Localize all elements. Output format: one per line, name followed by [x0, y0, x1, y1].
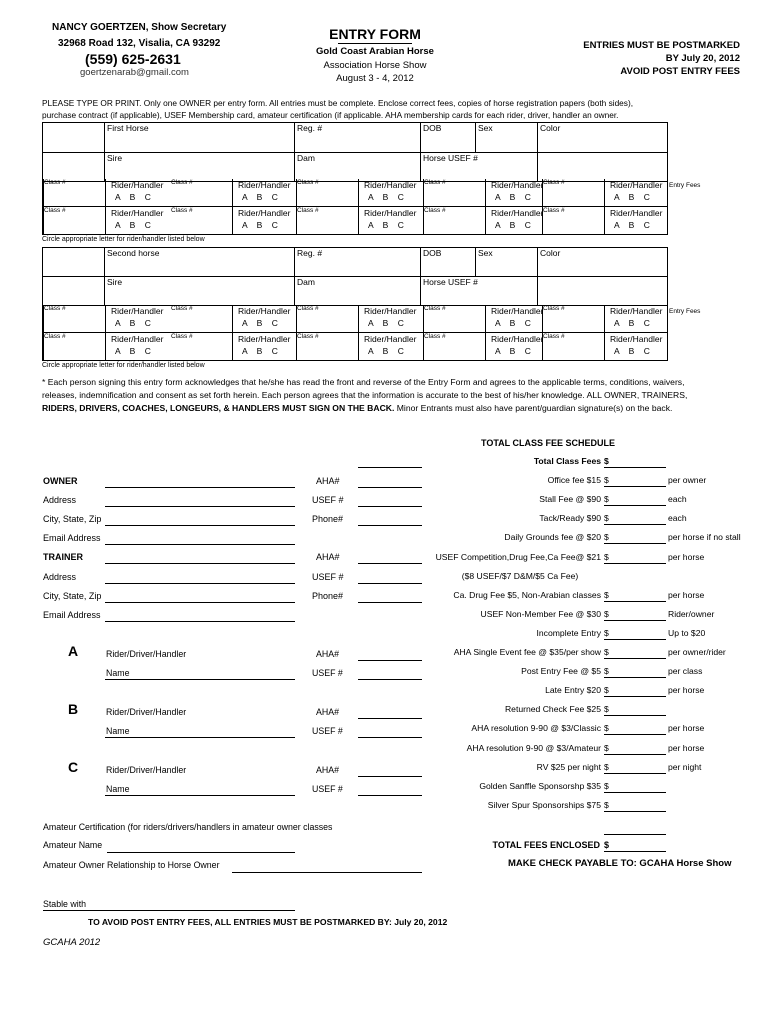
fee-label: Total Class Fees: [533, 456, 601, 466]
grid-divider: [43, 207, 44, 234]
fee-dollar-sign: $: [604, 551, 609, 562]
fee-amount-line[interactable]: [604, 792, 666, 793]
owner-label: OWNER: [43, 476, 78, 486]
fee-note: per horse if no stall: [668, 532, 741, 543]
horse2-rider-letter-choice[interactable]: A B C: [242, 318, 278, 328]
fee-label: Office fee $15: [547, 475, 601, 486]
grid-divider: [105, 333, 106, 360]
amateur-relationship-line[interactable]: [232, 872, 422, 873]
fee-dollar-sign: $: [604, 666, 609, 677]
fee-label: Late Entry $20: [545, 685, 601, 696]
horse2-rider-letter-choice[interactable]: A B C: [368, 318, 404, 328]
horse1-rider-handler-label: Rider/Handler: [111, 180, 164, 190]
fee-dollar-sign: $: [604, 647, 609, 657]
horse1-sex-field[interactable]: Sex: [476, 123, 538, 153]
horse2-class-number-field[interactable]: Class #: [171, 305, 193, 312]
horse2-rider-handler-label: Rider/Handler: [610, 306, 663, 316]
horse1-class-number-field[interactable]: Class #: [171, 179, 193, 186]
owner-email-label: Email Address: [43, 533, 101, 543]
fee-dollar-sign: $: [604, 513, 609, 524]
horse1-rider-letter-choice[interactable]: A B C: [614, 192, 650, 202]
fee-label: USEF Competition,Drug Fee,Ca Fee@ $21: [435, 551, 601, 562]
postmark-line-3: AVOID POST ENTRY FEES: [620, 66, 740, 77]
rider-b-rdh-label: Rider/Driver/Handler: [106, 707, 187, 717]
fee-dollar-sign: $: [604, 627, 609, 638]
horse1-rider-handler-label: Rider/Handler: [238, 180, 291, 190]
grid-divider: [232, 333, 233, 360]
rider-b-aha-line[interactable]: [358, 718, 422, 719]
fee-label: USEF Non-Member Fee @ $30: [480, 608, 601, 619]
rider-c-aha-label: AHA#: [316, 765, 339, 775]
ack-line-3-bold: RIDERS, DRIVERS, COACHES, LONGEURS, & HANDLERS MUST SIGN ON THE BACK.: [42, 403, 395, 413]
owner-phone-line[interactable]: [358, 525, 422, 526]
horse1-class-row: [42, 179, 701, 207]
postmark-line-2: BY July 20, 2012: [665, 53, 740, 64]
trainer-address-line[interactable]: [105, 583, 295, 584]
horse1-rider-handler-label: Rider/Handler: [491, 180, 544, 190]
grid-divider: [485, 305, 486, 332]
horse1-usef-field[interactable]: Horse USEF #: [421, 153, 538, 182]
grid-divider: [358, 333, 359, 360]
rider-a-usef-label: USEF #: [312, 668, 343, 678]
show-dates: August 3 - 4, 2012: [336, 73, 414, 84]
secretary-phone: (559) 625-2631: [85, 51, 181, 67]
horse1-sire-field[interactable]: Sire: [105, 153, 295, 182]
amateur-cert-label: Amateur Certification (for riders/drivers/handlers in amateur owner classes: [43, 822, 333, 832]
fee-note: per horse: [668, 742, 705, 753]
fee-label: Returned Check Fee $25: [504, 704, 601, 715]
trainer-aha-line[interactable]: [358, 563, 422, 564]
horse2-sire-field[interactable]: Sire: [105, 277, 295, 306]
fee-amount-line[interactable]: [604, 734, 666, 735]
owner-email-line[interactable]: [105, 544, 295, 545]
amateur-name-line[interactable]: [107, 852, 295, 853]
horse2-rider-letter-choice[interactable]: A B C: [115, 318, 151, 328]
secretary-email[interactable]: goertzenarab@gmail.com: [80, 67, 189, 78]
title-underline: [338, 43, 412, 44]
fee-amount-line[interactable]: [604, 658, 666, 659]
trainer-phone-label: Phone#: [312, 591, 344, 601]
rider-b-name-label: Name: [106, 726, 130, 736]
horse1-rider-handler-label: Rider/Handler: [238, 208, 291, 218]
fee-amount-line[interactable]: [604, 467, 666, 468]
horse1-reg-field[interactable]: Reg. #: [295, 123, 421, 153]
fee-note: per horse: [668, 685, 705, 696]
horse2-info-table: [42, 247, 668, 306]
fee-amount-line[interactable]: [604, 677, 666, 678]
grid-divider: [232, 179, 233, 206]
horse1-class-number-field[interactable]: Class #: [44, 179, 66, 186]
instructions-line-1: PLEASE TYPE OR PRINT. Only one OWNER per entry form. All entries must be complete. Enclose correct fees, copies of horse registration papers (both sides),: [42, 98, 634, 108]
fee-amount-line[interactable]: [604, 601, 666, 602]
fee-amount-line[interactable]: [604, 696, 666, 697]
horse2-name-field[interactable]: Second horse: [105, 248, 295, 277]
rider-a-usef-line[interactable]: [358, 679, 422, 680]
horse1-rider-handler-label: Rider/Handler: [111, 208, 164, 218]
fee-dollar-sign: $: [604, 723, 609, 734]
fee-dollar-sign: $: [604, 589, 609, 600]
fee-label: Stall Fee @ $90: [539, 494, 601, 505]
rider-c-name-line[interactable]: [105, 795, 295, 796]
horse1-rider-handler-label: Rider/Handler: [610, 180, 663, 190]
form-title: ENTRY FORM: [329, 26, 421, 42]
payable-note: MAKE CHECK PAYABLE TO: GCAHA Horse Show: [508, 858, 732, 869]
instructions-line-2: purchase contract (if applicable), USEF Membership card, amateur certification (if applicable. AHA membership cards for each rider, driver, handler an owner.: [42, 110, 619, 120]
fee-dollar-sign: $: [604, 608, 609, 619]
rider-a-aha-line[interactable]: [358, 660, 422, 661]
fee-dollar-sign: $: [604, 761, 609, 772]
horse1-rider-handler-label: Rider/Handler: [364, 180, 417, 190]
horse2-rider-handler-label: Rider/Handler: [111, 306, 164, 316]
horse2-rider-handler-label: Rider/Handler: [491, 334, 544, 344]
trainer-usef-label: USEF #: [312, 572, 344, 582]
grid-divider: [604, 305, 605, 332]
fee-note: Rider/owner: [668, 608, 715, 619]
fee-label: AHA resolution 9-90 @ $3/Classic: [471, 723, 601, 734]
total-fees-sign: $: [604, 840, 610, 850]
rider-c-name-label: Name: [106, 784, 130, 794]
horse2-class-row: [42, 333, 668, 361]
fee-amount-line[interactable]: [604, 811, 666, 812]
owner-phone-label: Phone#: [312, 514, 344, 524]
ack-line-3: [42, 403, 672, 413]
horse1-empty: [538, 153, 668, 182]
fee-note: per night: [668, 761, 702, 772]
fee-note: per horse: [668, 723, 705, 734]
horse2-reg-field[interactable]: Reg. #: [295, 248, 421, 277]
horse1-rider-letter-choice[interactable]: A B C: [614, 220, 650, 230]
fee-dollar-sign: $: [604, 475, 609, 486]
rider-c-usef-line[interactable]: [358, 795, 422, 796]
rider-c-letter: C: [68, 759, 79, 775]
grid-divider: [43, 333, 44, 360]
rider-b-usef-label: USEF #: [312, 726, 343, 736]
grid-divider: [43, 305, 44, 332]
horse1-info-table: [42, 122, 668, 182]
grid-divider: [485, 179, 486, 206]
horse2-class-number-field[interactable]: Class #: [424, 333, 446, 340]
fee-note: Up to $20: [668, 627, 706, 638]
horse2-rider-handler-label: Rider/Handler: [238, 334, 291, 344]
rider-c-usef-label: USEF #: [312, 784, 343, 794]
fee-label: Daily Grounds fee @ $20: [504, 532, 601, 543]
horse2-class-number-field[interactable]: Class #: [543, 333, 565, 340]
fee-dollar-sign: $: [604, 532, 609, 543]
horse2-dob-field[interactable]: DOB: [421, 248, 476, 277]
secretary-address: 32968 Road 132, Visalia, CA 93292: [58, 38, 221, 49]
trainer-aha-label: AHA#: [316, 552, 340, 562]
stable-label: Stable with: [43, 899, 87, 909]
ack-line-2: releases, indemnification and consent as set forth herein. Each person agrees that the information is accurate to the best of his/her knowledge. ALL OWNER, TRAINERS,: [42, 390, 688, 400]
rider-a-name-line[interactable]: [105, 679, 295, 680]
horse2-class-number-field[interactable]: Class #: [543, 305, 565, 312]
horse2-class-number-field[interactable]: Class #: [171, 333, 193, 340]
horse2-entry-fees-label: Entry Fees: [669, 308, 701, 315]
horse2-rider-letter-choice[interactable]: A B C: [614, 346, 650, 356]
horse1-rider-letter-choice[interactable]: A B C: [495, 220, 531, 230]
horse1-class-number-field[interactable]: Class #: [297, 179, 319, 186]
horse1-rider-handler-label: Rider/Handler: [610, 208, 663, 218]
show-name-1: Gold Coast Arabian Horse: [316, 46, 434, 57]
owner-aha-label: AHA#: [316, 476, 340, 486]
fee-amount-line[interactable]: [604, 486, 666, 487]
owner-city-line[interactable]: [105, 525, 295, 526]
owner-aha-line[interactable]: [358, 487, 422, 488]
horse1-spacer-2: [43, 153, 105, 182]
horse1-rider-letter-choice[interactable]: A B C: [495, 192, 531, 202]
horse1-dam-field[interactable]: Dam: [295, 153, 421, 182]
owner-aha-line-top[interactable]: [358, 467, 422, 468]
owner-address-label: Address: [43, 495, 77, 505]
horse2-class-row: [42, 305, 701, 333]
horse2-class-number-field[interactable]: Class #: [424, 305, 446, 312]
grid-divider: [43, 179, 44, 206]
horse2-rider-handler-label: Rider/Handler: [111, 334, 164, 344]
fee-note: per class: [668, 666, 703, 677]
secretary-name: NANCY GOERTZEN, Show Secretary: [52, 22, 227, 33]
horse2-rider-letter-choice[interactable]: A B C: [115, 346, 151, 356]
owner-usef-label: USEF #: [312, 495, 344, 505]
horse2-rider-letter-choice[interactable]: A B C: [614, 318, 650, 328]
grid-divider: [604, 179, 605, 206]
horse1-class-number-field[interactable]: Class #: [44, 207, 66, 214]
horse2-rider-handler-label: Rider/Handler: [364, 306, 417, 316]
grid-divider: [105, 179, 106, 206]
rider-a-letter: A: [68, 643, 79, 659]
horse2-rider-letter-choice[interactable]: A B C: [242, 346, 278, 356]
horse1-spacer: [43, 123, 105, 153]
fee-amount-line[interactable]: [604, 524, 666, 525]
horse2-rider-handler-label: Rider/Handler: [610, 334, 663, 344]
horse1-rider-letter-choice[interactable]: A B C: [242, 192, 278, 202]
horse2-rider-letter-choice[interactable]: A B C: [368, 346, 404, 356]
horse1-class-number-field[interactable]: Class #: [424, 179, 446, 186]
fee-amount-line[interactable]: [604, 563, 666, 564]
horse2-rider-handler-label: Rider/Handler: [491, 306, 544, 316]
show-name-2: Association Horse Show: [323, 60, 427, 71]
rider-b-name-line[interactable]: [105, 737, 295, 738]
footer-notice: TO AVOID POST ENTRY FEES, ALL ENTRIES MUST BE POSTMARKED BY: July 20, 2012: [88, 917, 448, 927]
fee-label: RV $25 per night: [536, 761, 601, 772]
owner-city-label: City, State, Zip: [43, 514, 102, 524]
trainer-city-line[interactable]: [105, 602, 295, 603]
horse1-class-number-field[interactable]: Class #: [171, 207, 193, 214]
fee-note: per horse: [668, 551, 705, 562]
total-fees-label: TOTAL FEES ENCLOSED: [492, 840, 600, 850]
grid-divider: [232, 207, 233, 234]
horse2-rider-letter-choice[interactable]: A B C: [495, 318, 531, 328]
horse2-dam-field[interactable]: Dam: [295, 277, 421, 306]
horse2-class-number-field[interactable]: Class #: [44, 333, 66, 340]
rider-c-rdh-label: Rider/Driver/Handler: [106, 765, 187, 775]
horse2-usef-field[interactable]: Horse USEF #: [421, 277, 538, 306]
fee-amount-line[interactable]: [604, 773, 666, 774]
ack-line-1: * Each person signing this entry form acknowledges that he/she has read the front and reverse of the Entry Form and agrees to the applicable terms, conditions, waivers,: [42, 377, 685, 387]
grid-divider: [485, 333, 486, 360]
grid-divider: [604, 333, 605, 360]
trainer-address-label: Address: [43, 572, 77, 582]
fee-dollar-sign: $: [604, 456, 609, 466]
fee-note: each: [668, 494, 687, 505]
grid-divider: [358, 179, 359, 206]
fee-dollar-sign: $: [604, 494, 609, 505]
rider-b-aha-label: AHA#: [316, 707, 339, 717]
fee-dollar-sign: $: [604, 685, 609, 696]
fee-label: Post Entry Fee @ $5: [521, 666, 601, 677]
horse1-rider-letter-choice[interactable]: A B C: [368, 192, 404, 202]
fee-label: AHA Single Event fee @ $35/per show: [453, 647, 601, 657]
horse2-circle-note: Circle appropriate letter for rider/handler listed below: [42, 362, 205, 369]
fee-note: per owner/rider: [668, 647, 726, 657]
fee-label: Golden Sanffle Sponsorshp $35: [479, 780, 601, 791]
horse1-name-field[interactable]: First Horse: [105, 123, 295, 153]
rider-c-aha-line[interactable]: [358, 776, 422, 777]
trainer-phone-line[interactable]: [358, 602, 422, 603]
fee-label: Ca. Drug Fee $5, Non-Arabian classes: [453, 589, 601, 600]
horse1-rider-letter-choice[interactable]: A B C: [115, 192, 151, 202]
ack-line-3-rest: Minor Entrants must also have parent/guardian signature(s) on the back.: [394, 403, 673, 413]
horse1-rider-handler-label: Rider/Handler: [491, 208, 544, 218]
grid-divider: [232, 305, 233, 332]
horse1-class-number-field[interactable]: Class #: [543, 179, 565, 186]
rider-b-letter: B: [68, 701, 79, 717]
horse1-class-number-field[interactable]: Class #: [424, 207, 446, 214]
grid-divider: [485, 207, 486, 234]
owner-address-line[interactable]: [105, 506, 295, 507]
fee-label: Tack/Ready $90: [539, 513, 601, 524]
fee-schedule-title: TOTAL CLASS FEE SCHEDULE: [481, 438, 616, 448]
total-top-line: [604, 834, 666, 835]
fee-dollar-sign: $: [604, 704, 609, 715]
fee-label: ($8 USEF/$7 D&M/$5 Ca Fee): [461, 570, 579, 581]
amateur-name-label: Amateur Name: [43, 840, 103, 850]
rider-b-usef-line[interactable]: [358, 737, 422, 738]
horse2-spacer: [43, 248, 105, 277]
grid-divider: [105, 305, 106, 332]
fee-label: AHA resolution 9-90 @ $3/Amateur: [466, 742, 601, 753]
fee-amount-line[interactable]: [604, 505, 666, 506]
grid-divider: [358, 207, 359, 234]
horse2-color-field[interactable]: Color: [538, 248, 668, 277]
fee-note: per owner: [668, 475, 707, 486]
horse2-class-number-field[interactable]: Class #: [297, 333, 319, 340]
horse2-rider-handler-label: Rider/Handler: [364, 334, 417, 344]
horse2-rider-letter-choice[interactable]: A B C: [495, 346, 531, 356]
horse2-empty: [538, 277, 668, 306]
postmark-line-1: ENTRIES MUST BE POSTMARKED: [583, 40, 740, 51]
owner-usef-line[interactable]: [358, 506, 422, 507]
footer-code: GCAHA 2012: [43, 937, 101, 948]
stable-line[interactable]: [43, 910, 295, 911]
fee-dollar-sign: $: [604, 780, 609, 791]
owner-line[interactable]: [105, 487, 295, 488]
trainer-line[interactable]: [105, 563, 295, 564]
fee-amount-line[interactable]: [604, 543, 666, 544]
fee-note: per horse: [668, 589, 705, 600]
rider-a-aha-label: AHA#: [316, 649, 339, 659]
rider-a-rdh-label: Rider/Driver/Handler: [106, 649, 187, 659]
rider-a-name-label: Name: [106, 668, 130, 678]
horse1-rider-letter-choice[interactable]: A B C: [115, 220, 151, 230]
horse2-class-number-field[interactable]: Class #: [297, 305, 319, 312]
fee-dollar-sign: $: [604, 742, 609, 753]
trainer-usef-line[interactable]: [358, 583, 422, 584]
fee-amount-line[interactable]: [604, 754, 666, 755]
total-fees-line[interactable]: [604, 851, 666, 852]
fee-dollar-sign: $: [604, 799, 609, 810]
horse1-rider-handler-label: Rider/Handler: [364, 208, 417, 218]
horse2-class-number-field[interactable]: Class #: [44, 305, 66, 312]
horse1-rider-letter-choice[interactable]: A B C: [242, 220, 278, 230]
fee-label: Silver Spur Sponsorships $75: [487, 799, 601, 810]
horse1-class-row: [42, 207, 668, 235]
horse2-sex-field[interactable]: Sex: [476, 248, 538, 277]
grid-divider: [604, 207, 605, 234]
horse1-circle-note: Circle appropriate letter for rider/handler listed below: [42, 236, 205, 243]
fee-label: Incomplete Entry: [536, 627, 601, 638]
horse2-rider-handler-label: Rider/Handler: [238, 306, 291, 316]
fee-amount-line[interactable]: [604, 620, 666, 621]
trainer-city-label: City, State, Zip: [43, 591, 102, 601]
horse1-color-field[interactable]: Color: [538, 123, 668, 153]
horse1-dob-field[interactable]: DOB: [421, 123, 476, 153]
trainer-email-label: Email Address: [43, 610, 101, 620]
horse1-class-number-field[interactable]: Class #: [543, 207, 565, 214]
fee-amount-line[interactable]: [604, 639, 666, 640]
grid-divider: [105, 207, 106, 234]
trainer-label: TRAINER: [43, 552, 83, 562]
grid-divider: [358, 305, 359, 332]
amateur-relationship-label: Amateur Owner Relationship to Horse Owner: [43, 860, 220, 870]
horse2-spacer-2: [43, 277, 105, 306]
trainer-email-line[interactable]: [105, 621, 295, 622]
fee-amount-line[interactable]: [604, 715, 666, 716]
horse1-entry-fees-label: Entry Fees: [669, 182, 701, 189]
horse1-rider-letter-choice[interactable]: A B C: [368, 220, 404, 230]
fee-note: each: [668, 513, 687, 524]
horse1-class-number-field[interactable]: Class #: [297, 207, 319, 214]
